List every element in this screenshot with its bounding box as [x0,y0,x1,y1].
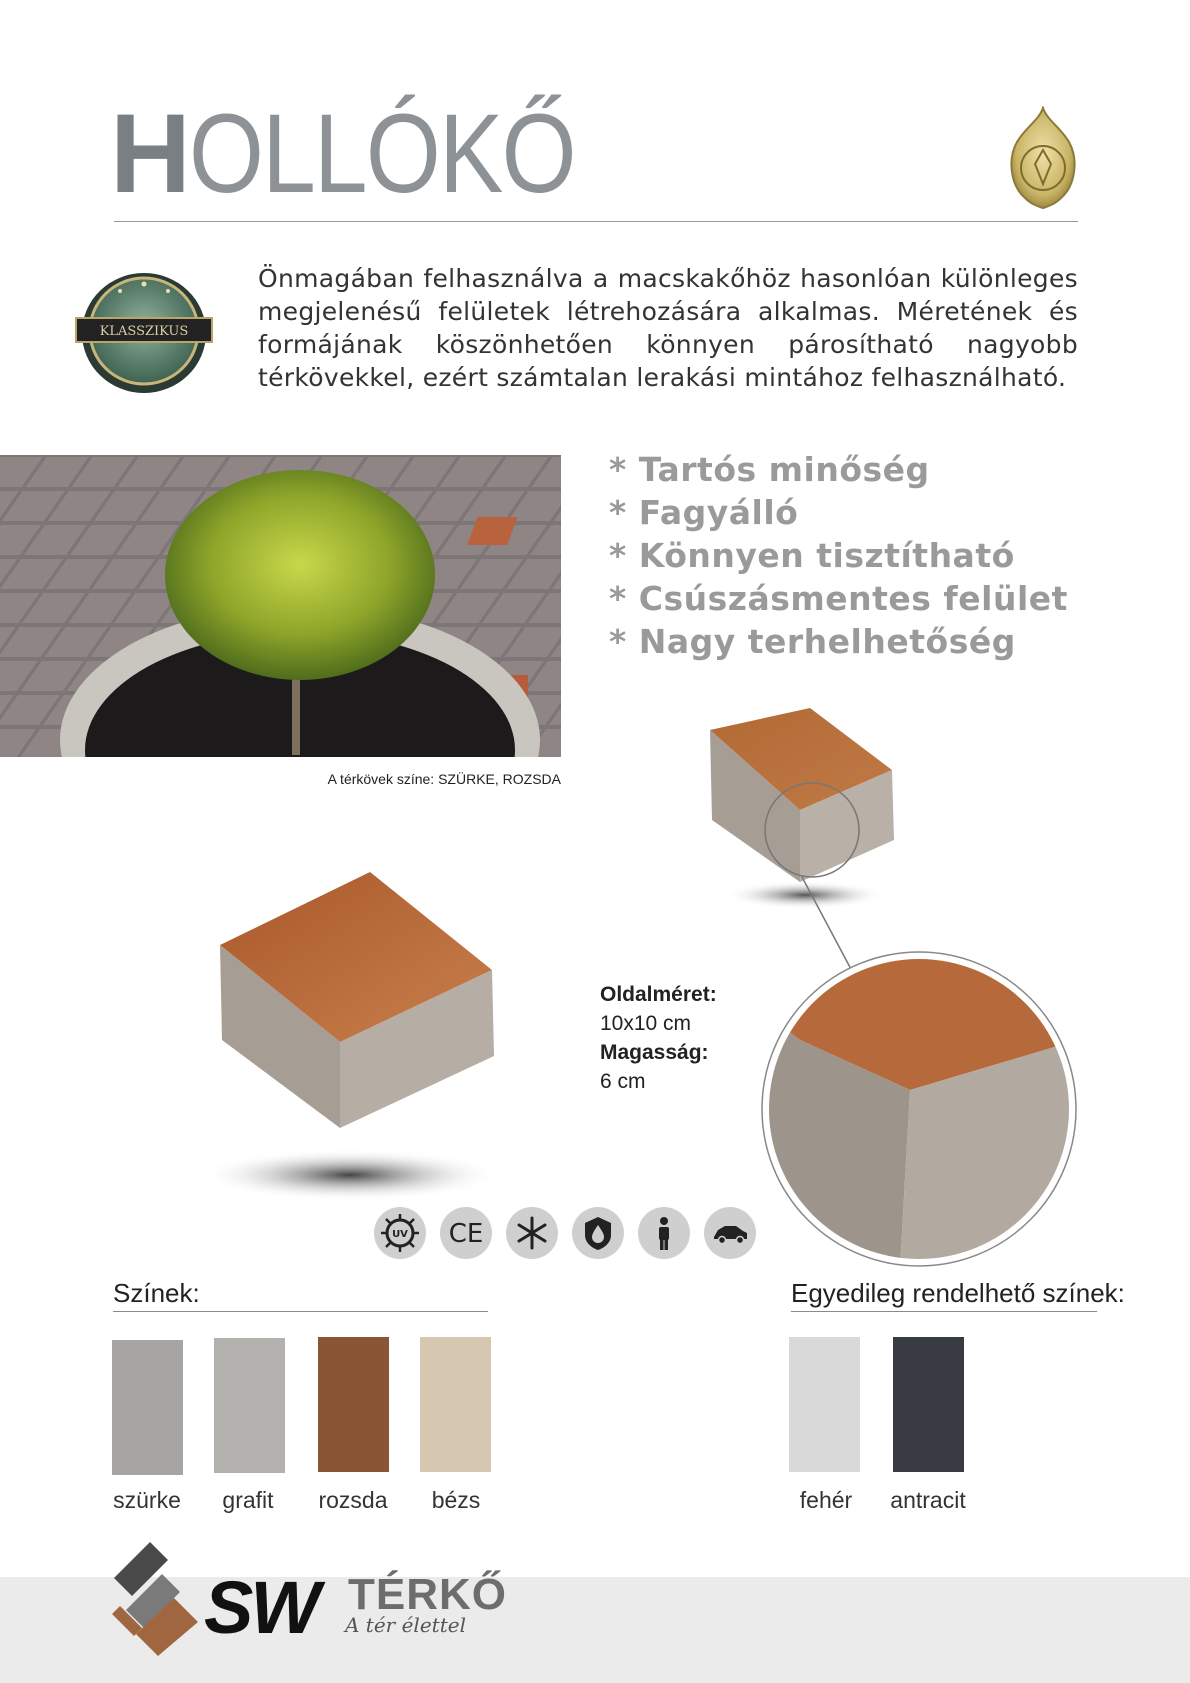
color-label: szürke [113,1487,181,1513]
side-size-value: 10x10 cm [600,1012,692,1035]
badge-text: KLASSZIKUS [99,324,189,339]
side-size-label: Oldalméret: [600,983,717,1006]
title-rest: OLLÓKŐ [188,91,575,216]
color-swatch-rozsda [318,1337,389,1472]
color-swatch-feher [789,1337,860,1472]
color-swatch-szurke [112,1340,183,1475]
height-label: Magasság: [600,1041,709,1064]
color-swatch-grafit [214,1338,285,1473]
title-first-letter: H [110,91,189,216]
pedestrian-icon [638,1207,690,1259]
svg-text:UV: UV [392,1229,408,1240]
ce-icon [440,1207,492,1259]
klasszikus-badge [74,266,214,396]
car-icon [704,1207,756,1259]
feature-item: * Könnyen tisztítható [609,536,1015,575]
color-label: fehér [799,1487,853,1513]
feature-item: * Csúszásmentes felület [609,579,1068,618]
certification-icons [374,1207,756,1259]
brand-name: TÉRKŐ [348,1570,507,1619]
svg-text:CE: CE [448,1219,484,1249]
height-value: 6 cm [600,1070,646,1093]
color-swatch-bezs [420,1337,491,1472]
feature-item: * Tartós minőség [609,450,930,489]
photo-caption: A térkövek színe: SZÜRKE, ROZSDA [327,771,561,787]
color-label: grafit [222,1487,274,1513]
zoom-detail-image [760,950,1078,1268]
page-title [110,91,638,216]
large-paver-image [180,860,520,1210]
custom-colors-heading: Egyedileg rendelhető színek: [791,1278,1125,1308]
feature-item: * Fagyálló [609,493,799,532]
features-list [609,448,1068,663]
uv-icon [374,1207,426,1259]
quality-emblem-icon [1003,106,1083,210]
colors-heading: Színek: [113,1278,200,1308]
frost-icon [506,1207,558,1259]
colors-divider [113,1311,488,1312]
color-label: antracit [890,1487,966,1513]
brand-logo-icon [110,1540,200,1658]
title-divider [114,221,1078,222]
paving-photo [0,455,561,757]
feature-item: * Nagy terhelhetőség [609,622,1016,661]
color-swatch-antracit [893,1337,964,1472]
brand-tagline: A tér élettel [345,1613,466,1637]
intro-text: Önmagában felhasználva a macskakőhöz hasonlóan különleges megjelenésű felületek létrehozására alkalmas. Méretének és formájának köszönhetően könnyen párosítható nagyobb térkövekkel, ezért számtalan lerakási mintához felhasználható. [258,264,1078,392]
dimensions-block [600,980,717,1096]
color-label: rozsda [318,1487,388,1513]
water-resistant-icon [572,1207,624,1259]
brand-sw: SW [204,1566,318,1649]
color-label: bézs [431,1487,481,1513]
custom-colors-divider [791,1311,1097,1312]
